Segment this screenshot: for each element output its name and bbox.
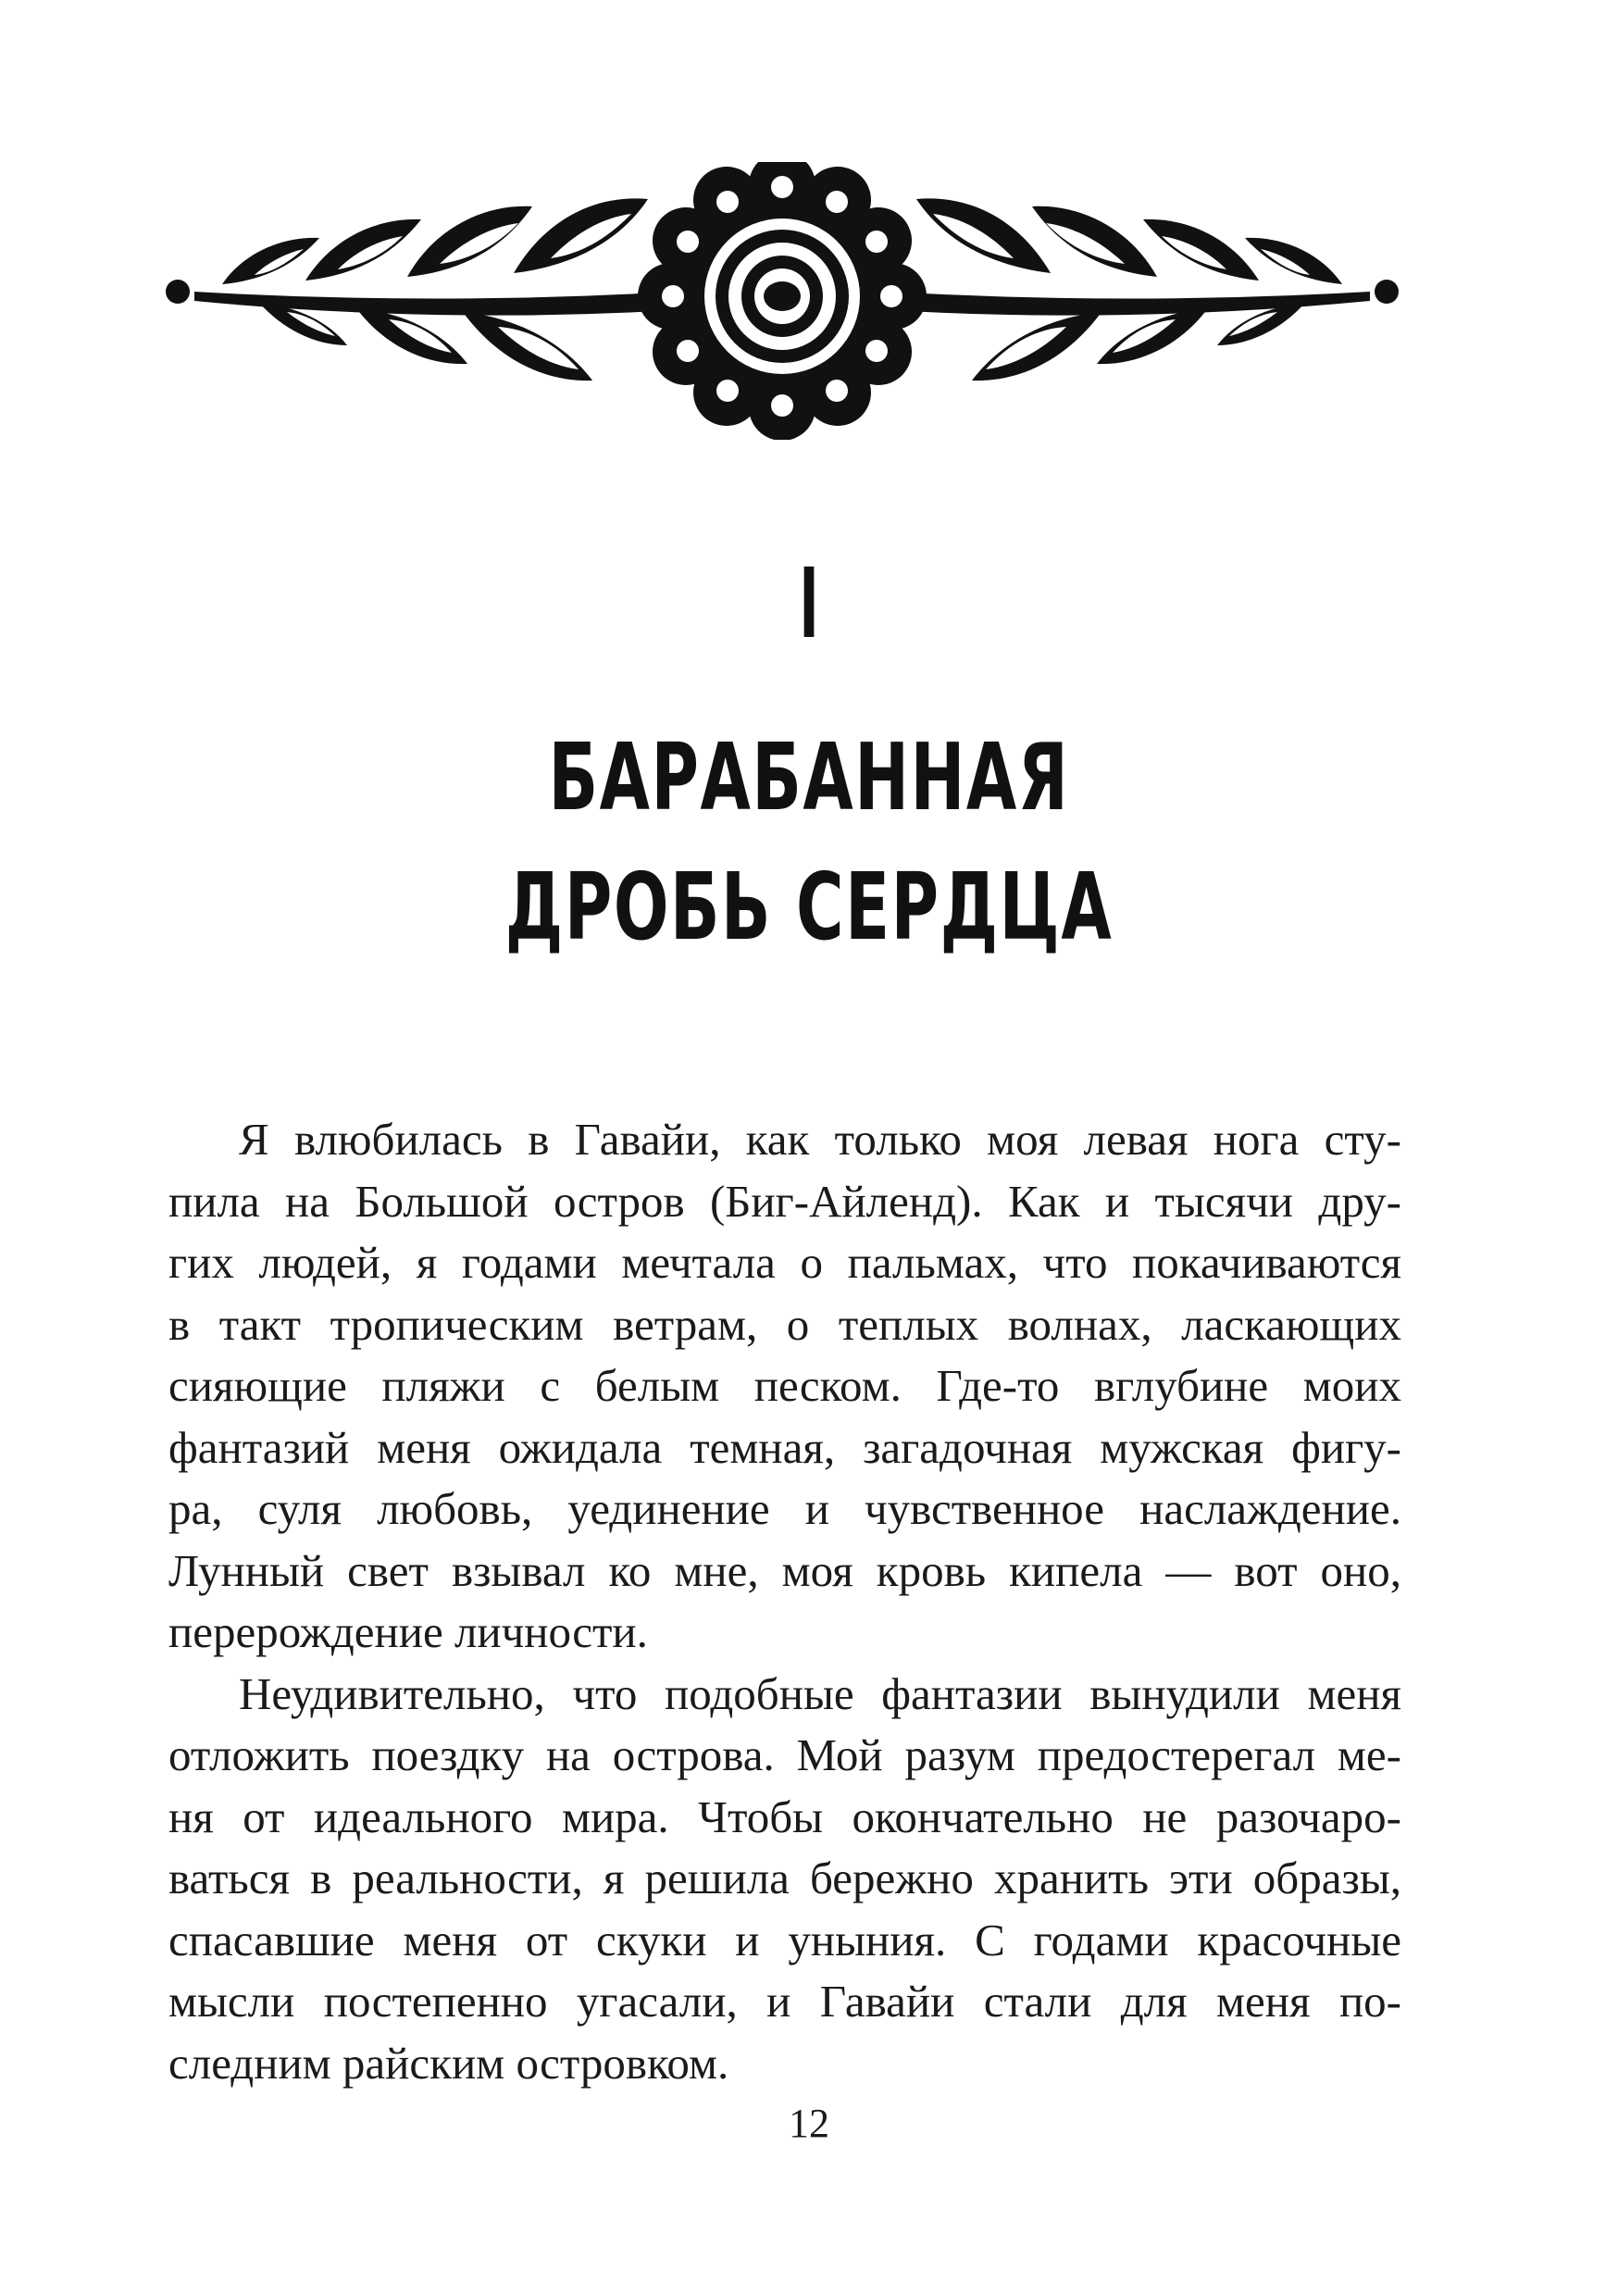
text-line: мысли постепенно угасали, и Гавайи стали для меня по- — [168, 1976, 1401, 2027]
text-line: Лунный свет взывал ко мне, моя кровь кипела — вот оно, — [168, 1544, 1401, 1596]
text-line: отложить поездку на острова. Мой разум предостерегал ме- — [168, 1729, 1401, 1780]
text-line: ра, суля любовь, уединение и чувственное наслаждение. — [168, 1483, 1401, 1534]
text-line: спасавшие меня от скуки и уныния. С годами красочные — [168, 1914, 1401, 1965]
text-line: в такт тропическим ветрам, о теплых волнах, ласкающих — [168, 1298, 1401, 1350]
text-line: пила на Большой остров (Биг-Айленд). Как и тысячи дру- — [168, 1175, 1401, 1227]
chapter-title-line-2: ДРОБЬ СЕРДЦА — [504, 853, 1114, 961]
paragraph-2 — [168, 1664, 1401, 2095]
text-line: следним райским островком. — [168, 2037, 729, 2089]
text-line: перерождение личности. — [168, 1606, 648, 1657]
paragraph-1 — [168, 1109, 1401, 1664]
chapter-title — [0, 713, 1618, 972]
chapter-number: I — [799, 547, 819, 660]
text-line: сияющие пляжи с белым песком. Где-то вглубине моих — [168, 1360, 1401, 1411]
text-line: Я влюбилась в Гавайи, как только моя левая нога сту- — [239, 1114, 1401, 1165]
text-line: ваться в реальности, я решила бережно хранить эти образы, — [168, 1853, 1401, 1903]
text-line: Неудивительно, что подобные фантазии вынудили меня — [239, 1667, 1401, 1719]
text-line: фантазий меня ожидала темная, загадочная мужская фигу- — [168, 1421, 1401, 1473]
chapter-title-line-1: БАРАБАННАЯ — [548, 723, 1070, 831]
text-line: ня от идеального мира. Чтобы окончательно не разочаро- — [168, 1791, 1401, 1842]
page-number: 12 — [789, 2101, 829, 2146]
floral-ornament-icon — [157, 162, 1407, 440]
body-text — [168, 1109, 1401, 2094]
text-line: гих людей, я годами мечтала о пальмах, что покачиваются — [168, 1237, 1401, 1288]
